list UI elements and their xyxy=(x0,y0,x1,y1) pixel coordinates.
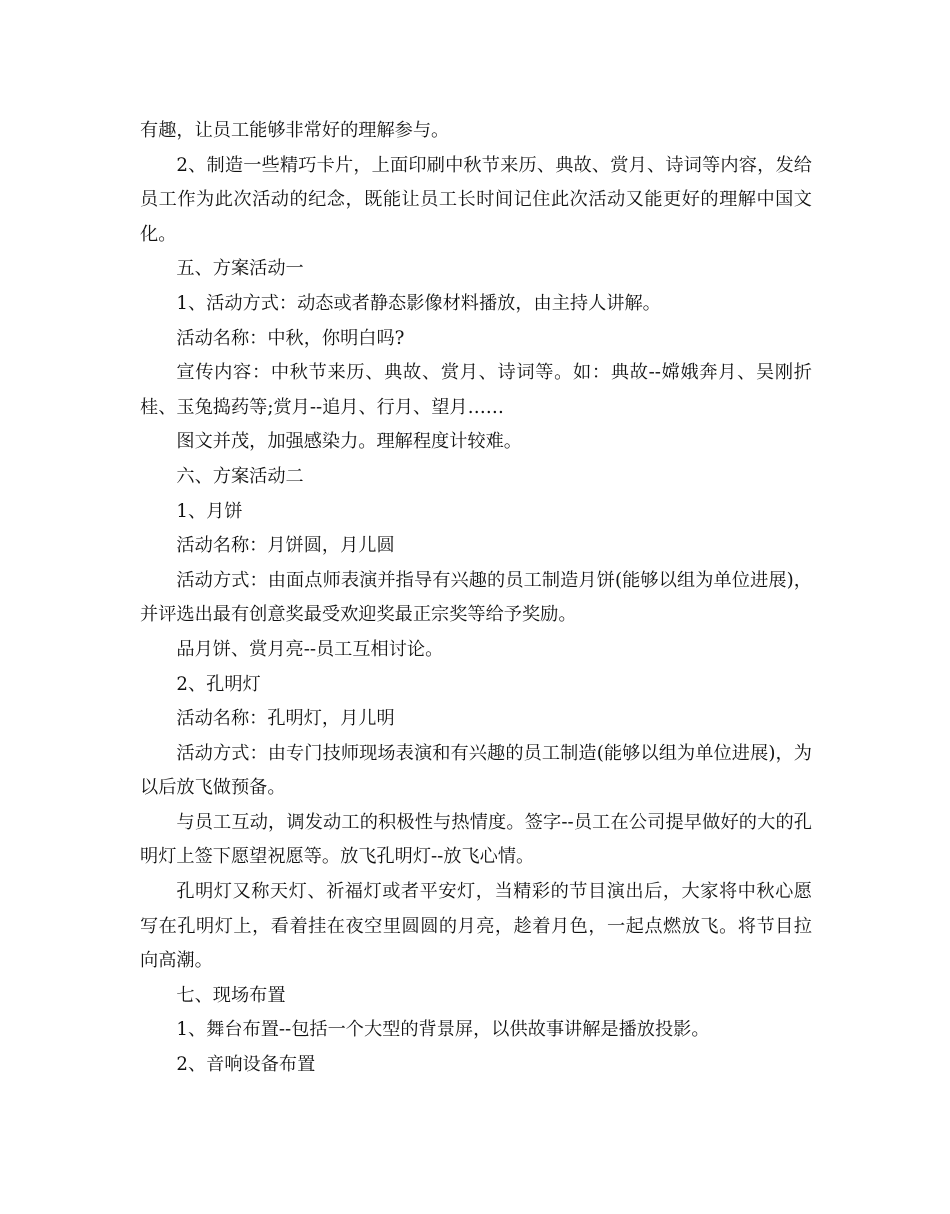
subheading-mooncake: 1、月饼 xyxy=(176,500,243,522)
section-heading-6: 六、方案活动二 xyxy=(176,465,304,487)
document-body xyxy=(140,114,812,1083)
subheading-lantern: 2、孔明灯 xyxy=(176,673,261,695)
section-heading-5: 五、方案活动一 xyxy=(176,258,304,280)
paragraph-activity-method: 1、活动方式：动态或者静态影像材料播放，由主持人讲解。 xyxy=(176,292,661,314)
paragraph-stage-setup: 1、舞台布置--包括一个大型的背景屏，以供故事讲解是播放投影。 xyxy=(176,1019,710,1041)
paragraph-lantern-description: 孔明灯又称天灯、祈福灯或者平安灯，当精彩的节目演出后，大家将中秋心愿写在孔明灯上，看着挂在夜空里圆圆的月亮，趁着月色，一起点燃放飞。将节目拉向高潮。 xyxy=(140,881,812,972)
paragraph-lantern-name: 活动名称：孔明灯，月儿明 xyxy=(176,708,395,730)
paragraph-mooncake-tasting: 品月饼、赏月亮--员工互相讨论。 xyxy=(176,638,444,660)
section-heading-7: 七、现场布置 xyxy=(176,984,286,1006)
paragraph-mooncake-name: 活动名称：月饼圆，月儿圆 xyxy=(176,535,395,557)
paragraph-lantern-method: 活动方式：由专门技师现场表演和有兴趣的员工制造(能够以组为单位进展)，为以后放飞做预备。 xyxy=(140,742,812,799)
paragraph-continuation: 有趣，让员工能够非常好的理解参与。 xyxy=(140,120,450,141)
paragraph-audio-setup: 2、音响设备布置 xyxy=(176,1054,316,1076)
paragraph-lantern-interaction: 与员工互动，调发动工的积极性与热情度。签字--员工在公司提早做好的大的孔明灯上签下愿望祝愿等。放飞孔明灯--放飞心情。 xyxy=(140,811,812,868)
paragraph-activity-name: 活动名称：中秋，你明白吗? xyxy=(176,327,405,349)
paragraph-item-cards: 2、制造一些精巧卡片，上面印刷中秋节来历、典故、赏月、诗词等内容，发给员工作为此次活动的纪念，既能让员工长时间记住此次活动又能更好的理解中国文化。 xyxy=(140,154,812,245)
paragraph-promo-content: 宣传内容：中秋节来历、典故、赏月、诗词等。如：典故--嫦娥奔月、吴刚折桂、玉兔捣药等;赏月--追月、行月、望月…… xyxy=(140,362,812,418)
paragraph-mooncake-method: 活动方式：由面点师表演并指导有兴趣的员工制造月饼(能够以组为单位进展)，并评选出最有创意奖最受欢迎奖最正宗奖等给予奖励。 xyxy=(140,569,812,626)
paragraph-illustration-note: 图文并茂，加强感染力。理解程度计较难。 xyxy=(176,431,522,453)
